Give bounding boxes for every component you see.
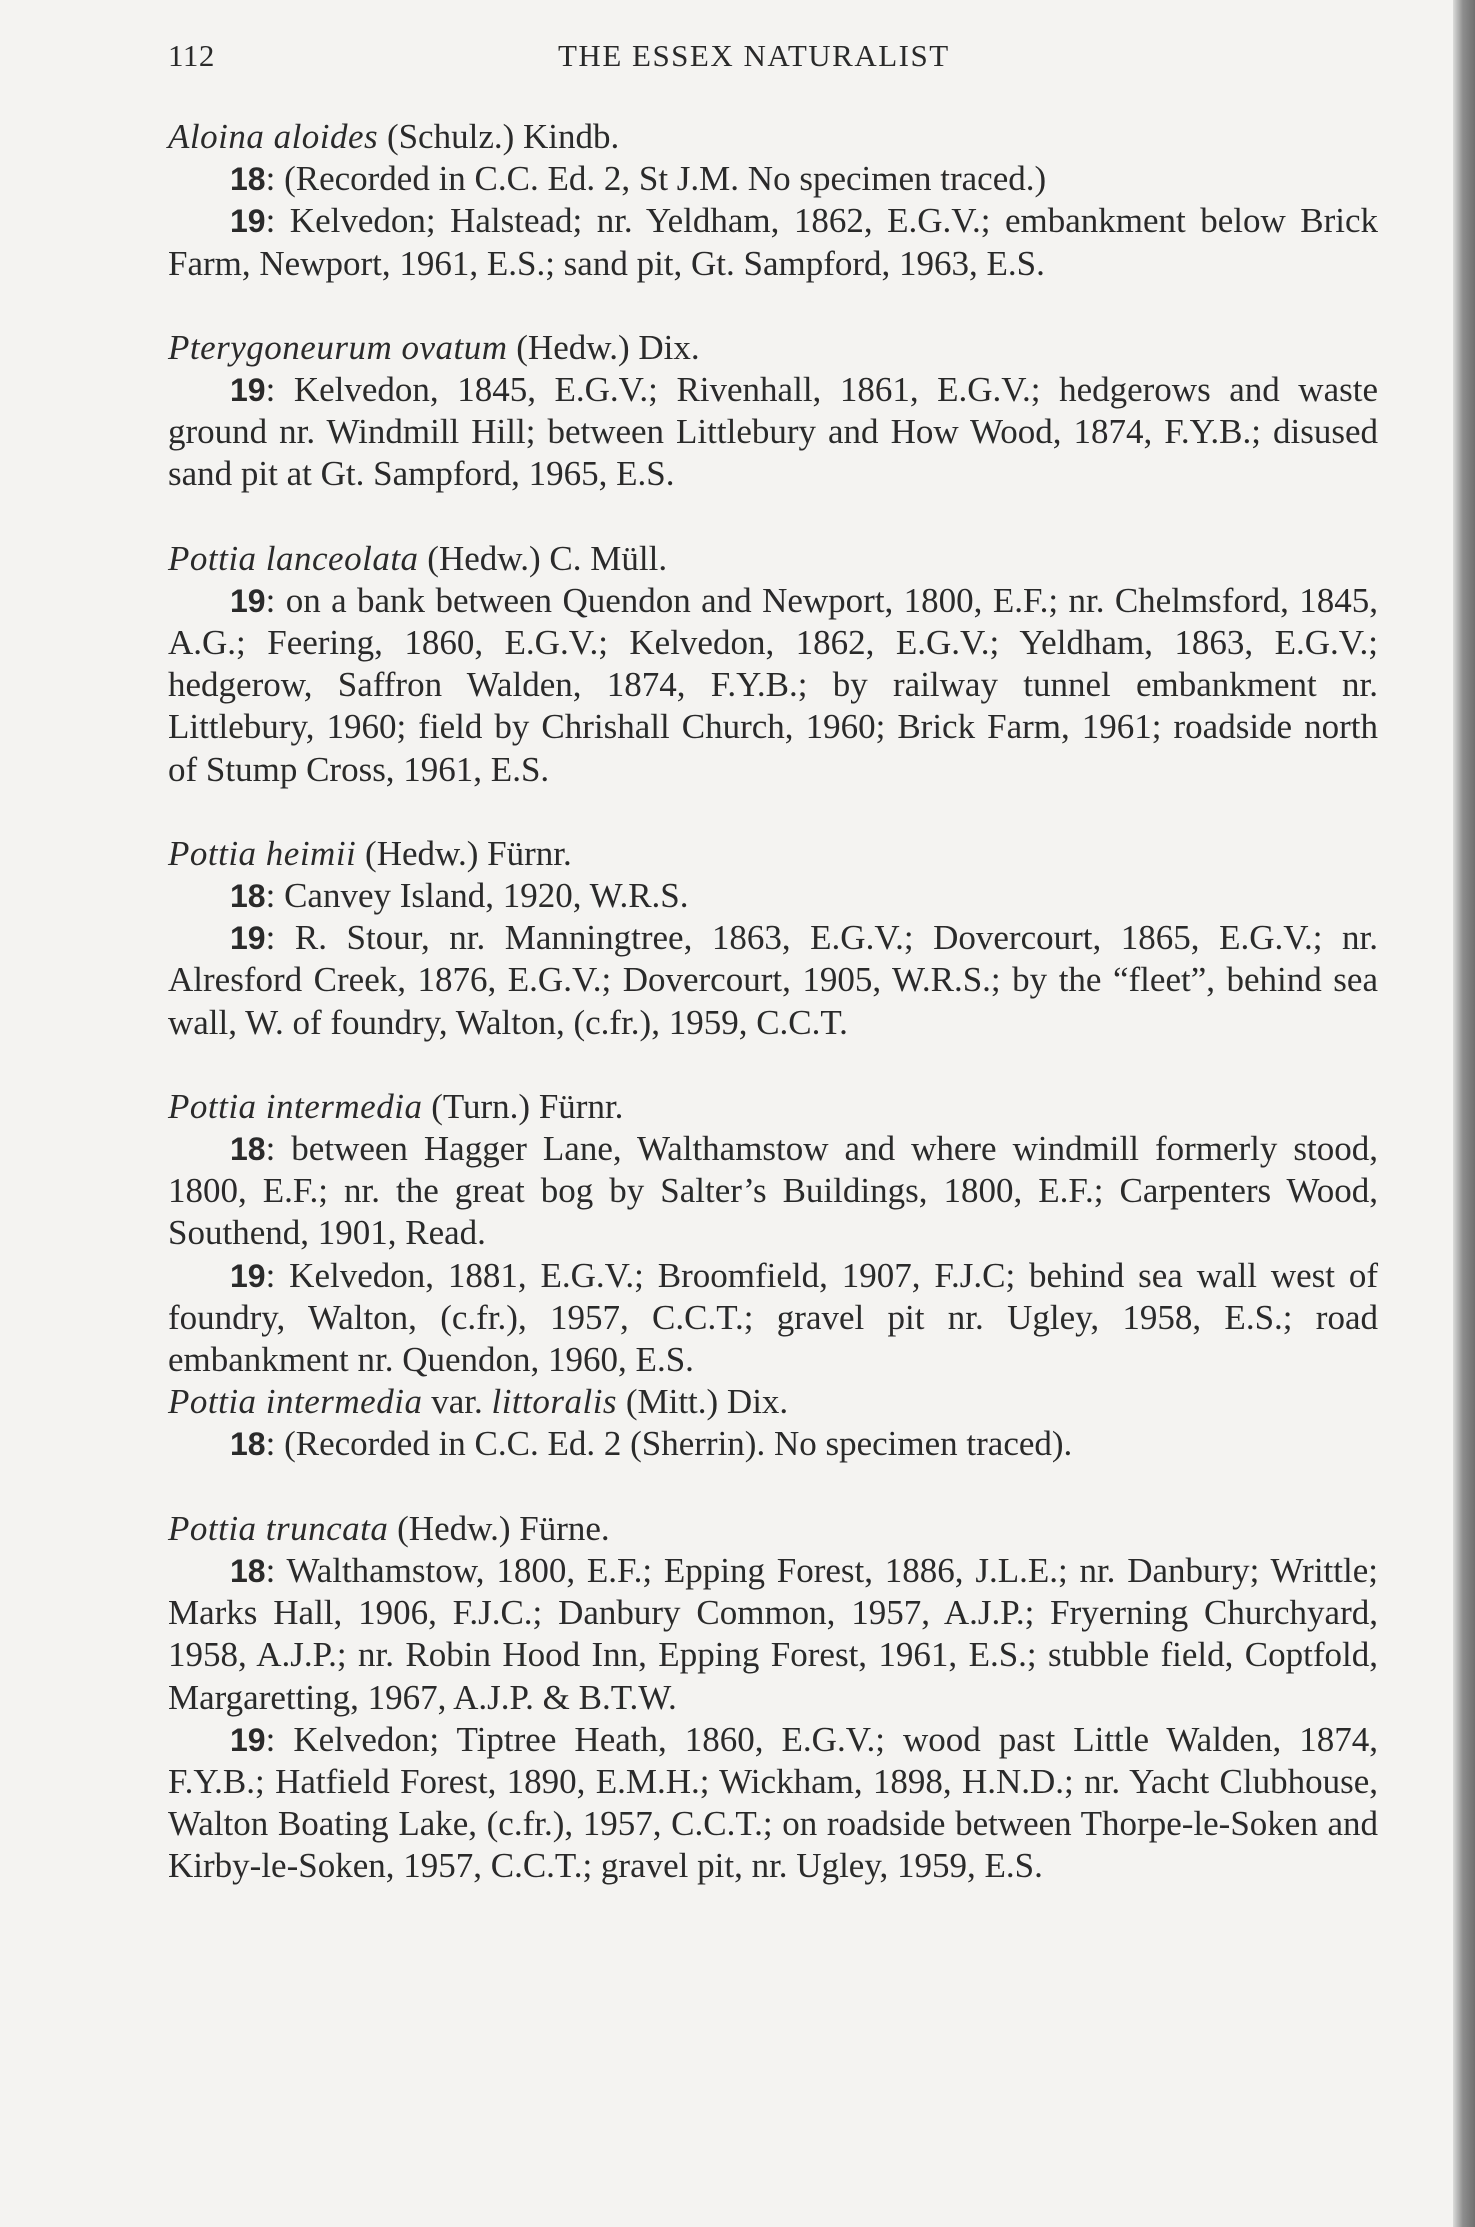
species-entry [168,116,1378,285]
species-name: Pottia intermedia [168,1086,423,1126]
page-edge-shadow [1453,0,1475,2227]
vice-county-number: 19 [230,582,266,619]
species-authority: (Turn.) Fürnr. [422,1086,624,1126]
record-text: : Kelvedon, 1845, E.G.V.; Rivenhall, 1861, E.G.V.; hedgerows and waste ground nr. Windmill Hill; between Littlebury and How Wood, 1874, F.Y.B.; disused sand pit at Gt. Sampford, 1965, E.S. [168,370,1378,494]
species-authority: (Hedw.) Fürne. [388,1508,610,1548]
record-paragraph [168,1255,1378,1382]
species-heading [168,116,1378,158]
record-paragraph [168,1128,1378,1255]
species-heading [168,538,1378,580]
record-text: : Kelvedon; Halstead; nr. Yeldham, 1862, E.G.V.; embankment below Brick Farm, Newport, 1961, E.S.; sand pit, Gt. Sampford, 1963, E.S. [168,201,1378,283]
vice-county-number: 18 [230,1552,266,1589]
species-entry [168,538,1378,791]
species-heading [168,1086,1378,1128]
vice-county-number: 19 [230,372,266,409]
species-entry [168,1381,1378,1465]
record-text: : (Recorded in C.C. Ed. 2, St J.M. No specimen traced.) [265,159,1047,199]
record-text: : between Hagger Lane, Walthamstow and where windmill formerly stood, 1800, E.F.; nr. the great bog by Salter’s Buildings, 1800, E.F.; Carpenters Wood, Southend, 1901, Read. [168,1129,1378,1253]
species-list [168,116,1378,1888]
species-heading [168,1508,1378,1550]
species-name: Aloina aloides [168,117,379,156]
species-authority: (Hedw.) Fürnr. [356,833,572,873]
species-entry [168,1086,1378,1381]
record-paragraph [168,200,1378,284]
species-name: Pottia lanceolata [168,538,419,578]
vice-county-number: 19 [230,203,266,240]
vice-county-number: 18 [230,878,266,915]
record-text: : Canvey Island, 1920, W.R.S. [265,876,689,916]
record-paragraph [168,580,1378,791]
vice-county-number: 19 [230,1721,266,1758]
species-name: Pottia truncata [168,1508,389,1548]
species-entry [168,833,1378,1044]
record-paragraph [168,1550,1378,1719]
record-paragraph [168,1423,1378,1465]
species-authority: (Hedw.) C. Müll. [418,538,668,578]
record-text: : on a bank between Quendon and Newport, 1800, E.F.; nr. Chelmsford, 1845, A.G.; Feering, 1860, E.G.V.; Kelvedon, 1862, E.G.V.; Yeldham, 1863, E.G.V.; hedgerow, Saffron Walden, 1874, F.Y.B.; by railway tunnel embankment nr. Littlebury, 1960; field by Chrishall Church, 1960; Brick Farm, 1961; roadside north of Stump Cross, 1961, E.S. [168,580,1378,789]
running-title: THE ESSEX NATURALIST [558,38,950,73]
vice-county-number: 18 [230,1131,266,1168]
record-paragraph [168,875,1378,917]
page-header [168,38,1378,78]
species-heading [168,1381,1378,1423]
variety-label: var. [422,1382,492,1422]
vice-county-number: 18 [230,1426,266,1463]
species-entry [168,1508,1378,1888]
record-text: : Kelvedon, 1881, E.G.V.; Broomfield, 1907, F.J.C; behind sea wall west of foundry, Walton, (c.fr.), 1957, C.C.T.; gravel pit nr. Ugley, 1958, E.S.; road embankment nr. Quendon, 1960, E.S. [168,1255,1378,1380]
record-paragraph [168,369,1378,496]
species-authority: (Hedw.) Dix. [507,327,700,367]
species-authority: (Schulz.) Kindb. [378,117,620,156]
page-number: 112 [168,38,215,73]
species-entry [168,327,1378,496]
record-paragraph [168,1719,1378,1888]
species-name: Pottia intermedia [168,1382,423,1422]
record-paragraph [168,917,1378,1044]
vice-county-number: 19 [230,1257,266,1294]
species-name: Pterygoneurum ovatum [168,327,508,367]
record-text: : Kelvedon; Tiptree Heath, 1860, E.G.V.; wood past Little Walden, 1874, F.Y.B.; Hatfield Forest, 1890, E.M.H.; Wickham, 1898, H.N.D.; nr. Yacht Clubhouse, Walton Boating Lake, (c.fr.), 1957, C.C.T.; on roadside between Thorpe-le-Soken and Kirby-le-Soken, 1957, C.C.T.; gravel pit, nr. Ugley, 1959, E.S. [168,1719,1378,1886]
record-text: : (Recorded in C.C. Ed. 2 (Sherrin). No specimen traced). [265,1424,1073,1464]
variety-name: littoralis [491,1382,618,1422]
species-authority: (Mitt.) Dix. [617,1382,789,1422]
vice-county-number: 19 [230,920,266,957]
species-heading [168,833,1378,875]
species-heading [168,327,1378,369]
record-text: : Walthamstow, 1800, E.F.; Epping Forest, 1886, J.L.E.; nr. Danbury; Writtle; Marks Hall, 1906, F.J.C.; Danbury Common, 1957, A.J.P.; Fryerning Churchyard, 1958, A.J.P.; nr. Robin Hood Inn, Epping Forest, 1961, E.S.; stubble field, Coptfold, Margaretting, 1967, A.J.P. & B.T.W. [168,1550,1378,1717]
record-paragraph [168,158,1378,200]
species-name: Pottia heimii [168,833,357,873]
vice-county-number: 18 [230,161,266,198]
record-text: : R. Stour, nr. Manningtree, 1863, E.G.V.; Dovercourt, 1865, E.G.V.; nr. Alresford Creek, 1876, E.G.V.; Dovercourt, 1905, W.R.S.; by the “fleet”, behind sea wall, W. of foundry, Walton, (c.fr.), 1959, C.C.T. [168,918,1378,1042]
